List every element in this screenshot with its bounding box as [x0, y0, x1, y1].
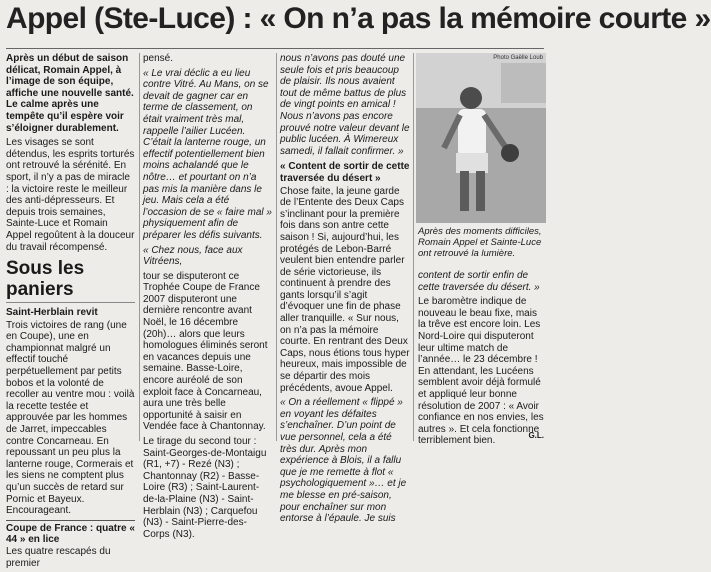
- headline-rule: [6, 48, 544, 49]
- column-1: [6, 53, 135, 572]
- quote-paragraph: « On a réellement « flippé » en voyant les défaites s’enchaîner. D’un point de vue personnel, cela a été très dur. Après mon expérience à Blois, il a fallu que je me remette à flot « psychologiquement »… et je me blesse en pré-saison, pour enchaîner sur mon entorse à l’épaule. Je suis: [280, 397, 407, 525]
- player-photo: [416, 53, 546, 223]
- quote-paragraph: content de sortir enfin de cette traversée du désert. »: [418, 270, 540, 293]
- paragraph: Les visages se sont détendus, les esprits torturés ont retrouvé la sérénité. En sport, il n’y a pas de miracle : la victoire reste le meilleur des anti-dépresseurs. Et depuis trois semaines, Sainte-Luce et Romain Appel regoûtent à la douceur du travail récompensé.: [6, 137, 135, 253]
- lead-paragraph: Après un début de saison délicat, Romain Appel, à l’image de son équipe, affiche une nouvelle santé. Le calme après une tempête qu’il espère voir s’éloigner durablement.: [6, 53, 134, 134]
- column-divider: [139, 53, 140, 441]
- column-4: [418, 270, 546, 450]
- paragraph: Le baromètre indique de nouveau le beau fixe, mais la trêve est encore loin. Les Nord-Loire qui disputeront leur ultime match de l’année… le 23 décembre ! En attendant, les Lucéens semblent avoir déjà formulé et appliqué leur bonne résolution de 2007 : « Avoir confiance en nos envies, les autres ». Et cela fonctionne terriblement bien.: [418, 296, 544, 447]
- photo-credit: Photo Gaëlle Loub: [493, 55, 543, 61]
- paragraph: Les quatre rescapés du premier: [6, 545, 111, 569]
- quote-paragraph: « Le vrai déclic a eu lieu contre Vitré. Au Mans, on se devait de gagner car en terme de classement, on était vraiment très mal, rappelle l’ailier Lucéen. C’était la lanterne rouge, un effectif potentiellement bien moins achalandé que le nôtre… et pourtant on n’a pas mis la manière dans le jeu. Mais cela a été l’occasion de se « faire mal » physiquement afin de préparer les défis suivants.: [143, 67, 272, 241]
- subheading: Coupe de France : quatre « 44 » en lice: [6, 520, 135, 546]
- paragraph: tour se disputeront ce Trophée Coupe de France 2007 disputeront une dernière rencontre avant Noël, le 16 décembre (20h)… alors que leurs homologues éliminés seront en vacances depuis une semaine. Basse-Loire, encore auréolé de son exploit face à Concarneau, aura une très belle opportunité à saisir en Vendée face à Chantonnay.: [143, 270, 268, 433]
- paragraph: pensé.: [143, 53, 174, 64]
- subheading: « Content de sortir de cette traversée du désert »: [280, 161, 410, 184]
- paragraph: Le tirage du second tour : Saint-Georges-de-Montaigu (R1, +7) - Rezé (N3) ; Chantonnay (R2) - Basse-Loire (R3) ; Saint-Laurent-de-la-Plaine (N3) - Saint-Herblain (N3) ; Carquefou (N3) - Saint-Pierre-des-Corps (N3).: [143, 436, 267, 540]
- column-2: [143, 53, 272, 543]
- column-divider: [276, 53, 277, 441]
- headline: Appel (Ste-Luce) : « On n’a pas la mémoire courte »: [6, 2, 711, 35]
- paragraph: Trois victoires de rang (une en Coupe), une en championnat malgré un effectif touché perpétuellement par petits bobos et la volonté de recoller au ventre mou : voilà la recette testée et approuvée par les hommes de Jarret, impeccables contre Concarneau. En repoussant un peu plus la lanterne rouge, Cormerais et les siens ne comptent plus qu’un succès de retard sur Pornic et Bayeux. Encourageant.: [6, 319, 135, 517]
- subheading: Saint-Herblain revit: [6, 307, 98, 319]
- column-3: [280, 53, 410, 528]
- author-signature: G.L.: [528, 431, 544, 440]
- basketball-player-illustration: [416, 53, 546, 223]
- quote-paragraph: nous n’avons pas douté une seule fois et pris beaucoup de plaisir. Ils nous avaient tout de même battus de plus de vingt points en amical ! Nous n’avons pas encore prouvé notre valeur devant le public lucéen. À Wimereux samedi, il fallait confirmer. »: [280, 53, 410, 157]
- photo-caption: Après des moments difficiles, Romain Appel et Sainte-Luce ont retrouvé la lumière.: [418, 226, 542, 259]
- section-title: Sous les paniers: [6, 258, 135, 303]
- quote-paragraph: « Chez nous, face aux Vitréens,: [143, 244, 243, 268]
- paragraph: Chose faite, la jeune garde de l’Entente des Deux Caps s’inclinant pour la première fois dans son antre cette saison ! Si, aujourd’hui, les protégés de Lebon-Barré veulent bien entendre parler de série victorieuse, ils continuent à prendre des gants lorsqu’il s’agit d’évoquer une fin de phase aller tranquille. « Sur nous, on n’a pas la mémoire courte. En rentrant des Deux Caps, nous étions tous hyper heureux, mais impossible de se départir des mois précédents, avoue Appel.: [280, 185, 410, 394]
- column-divider: [413, 53, 414, 441]
